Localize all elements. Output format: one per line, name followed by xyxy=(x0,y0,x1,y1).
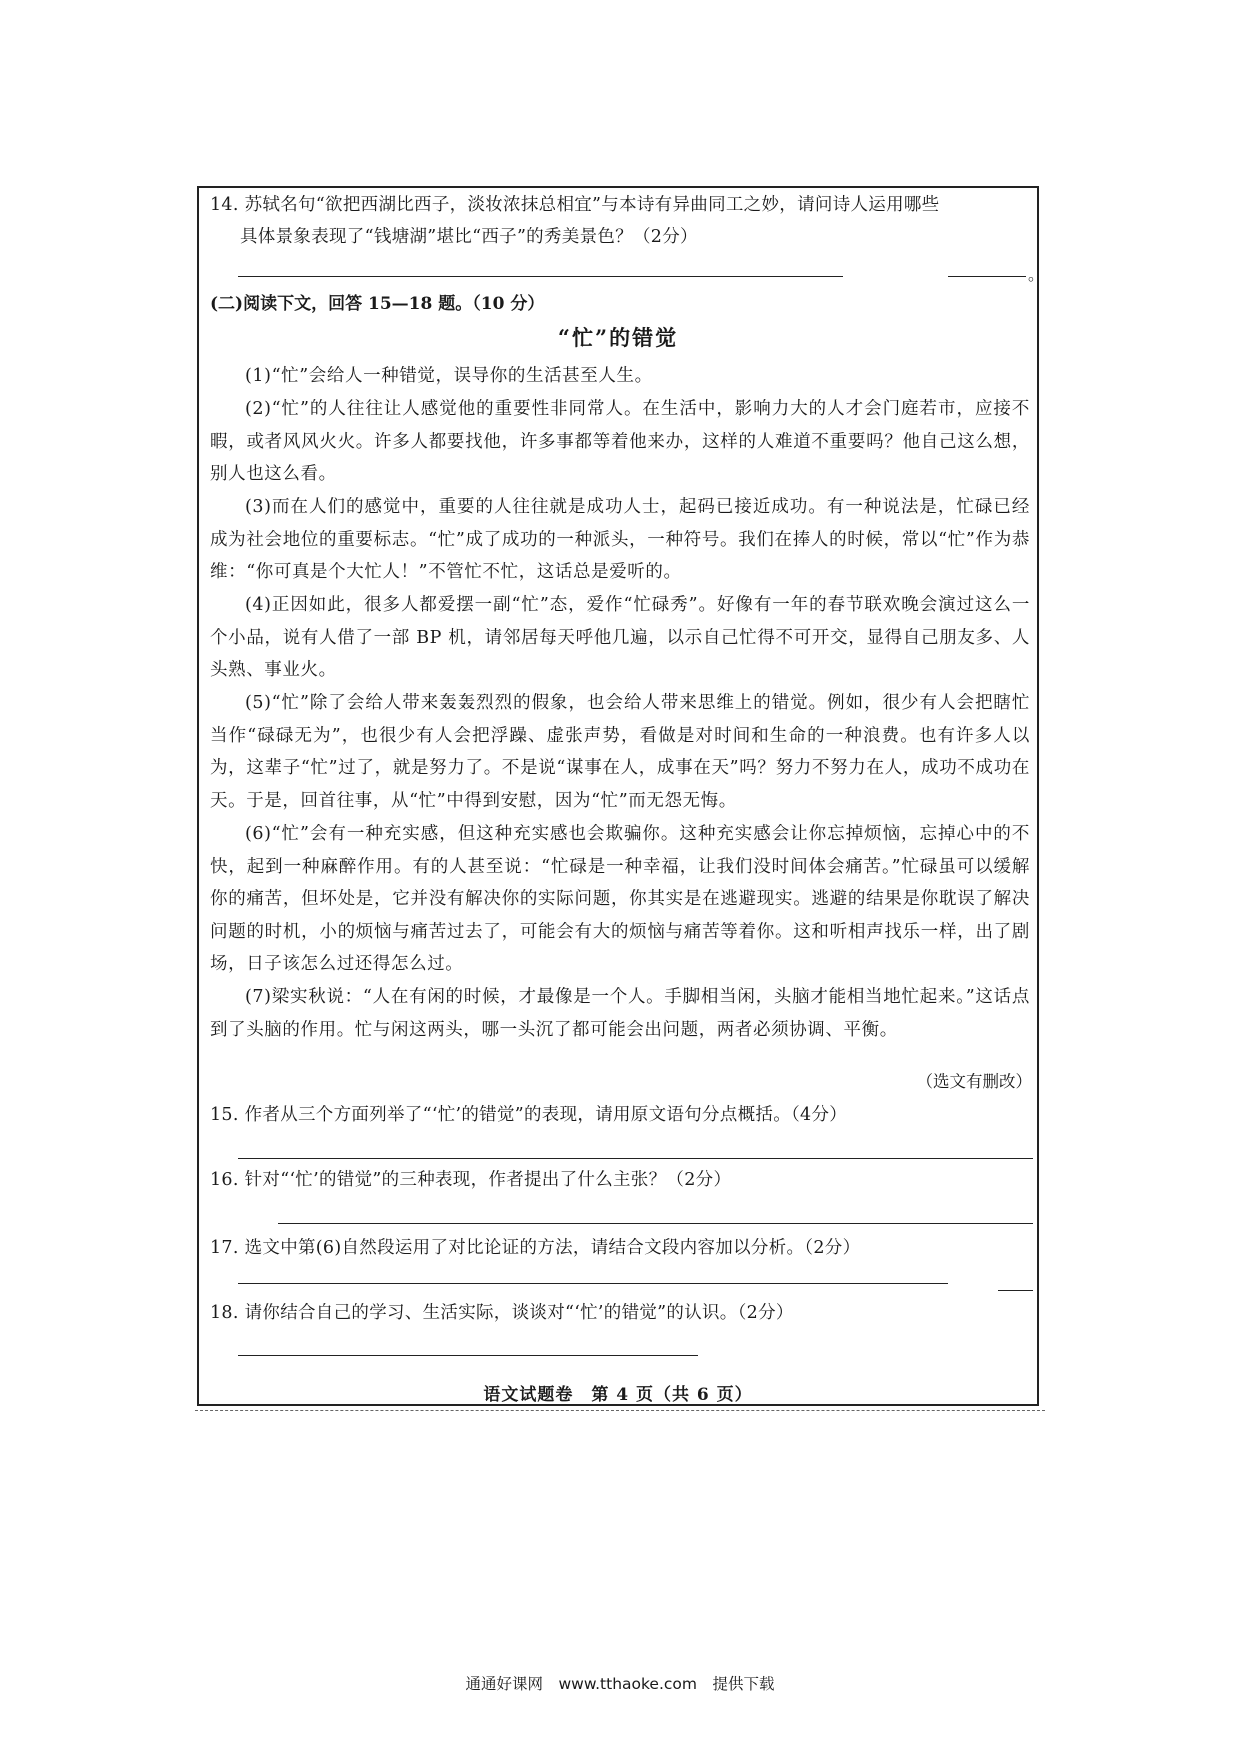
article-title: “忙”的错觉 xyxy=(557,325,679,350)
answer-end-mark: 。 xyxy=(1028,265,1045,284)
article-paragraph-4: (4)正因如此，很多人都爱摆一副“忙”态，爱作“忙碌秀”。好像有一年的春节联欢晚会演过这么一个小品，说有人借了一部 BP 机，请邻居每天呼他几遍，以示自己忙得不可开交，显得自己朋友多、人头熟、事业火。 xyxy=(210,595,1030,681)
question-14-line-2: 具体景象表现了“钱塘湖”堪比“西子”的秀美景色？（2分） xyxy=(240,227,698,247)
answer-line-17a[interactable] xyxy=(238,1283,948,1284)
question-14-line-1: 14. 苏轼名句“欲把西湖比西子，淡妆浓抹总相宜”与本诗有异曲同工之妙，请问诗人运用哪些 xyxy=(210,195,940,215)
article-paragraph-3: (3)而在人们的感觉中，重要的人往往就是成功人士，起码已接近成功。有一种说法是，忙碌已经成为社会地位的重要标志。“忙”成了成功的一种派头，一种符号。我们在捧人的时候，常以“忙”作为恭维：“你可真是个大忙人！”不管忙不忙，这话总是爱听的。 xyxy=(210,497,1030,583)
question-17: 17. 选文中第(6)自然段运用了对比论证的方法，请结合文段内容加以分析。（2分） xyxy=(210,1238,861,1258)
download-credit: 通通好课网 www.tthaoke.com 提供下载 xyxy=(465,1675,775,1693)
page-number-label: 语文试题卷 第 4 页（共 6 页） xyxy=(483,1385,753,1405)
article-paragraph-2: (2)“忙”的人往往让人感觉他的重要性非同常人。在生活中，影响力大的人才会门庭若市，应接不暇，或者风风火火。许多人都要找他，许多事都等着他来办，这样的人难道不重要吗？他自己这么想，别人也这么看。 xyxy=(210,399,1030,485)
answer-line-17b[interactable] xyxy=(998,1290,1033,1291)
source-note: （选文有删改） xyxy=(916,1072,1032,1091)
section-heading: (二)阅读下文，回答 15—18 题。（10 分） xyxy=(210,294,545,314)
article-paragraph-1: (1)“忙”会给人一种错觉，误导你的生活甚至人生。 xyxy=(245,366,653,386)
sheet-cut-line xyxy=(195,1410,1045,1411)
question-15: 15. 作者从三个方面列举了“‘忙’的错觉”的表现，请用原文语句分点概括。（4分） xyxy=(210,1105,848,1125)
article-paragraph-5: (5)“忙”除了会给人带来轰轰烈烈的假象，也会给人带来思维上的错觉。例如，很少有人会把瞎忙当作“碌碌无为”，也很少有人会把浮躁、虚张声势，看做是对时间和生命的一种浪费。也有许多人以为，这辈子“忙”过了，就是努力了。不是说“谋事在人，成事在天”吗？努力不努力在人，成功不成功在天。于是，回首往事，从“忙”中得到安慰，因为“忙”而无怨无悔。 xyxy=(210,693,1030,811)
answer-line-14a[interactable] xyxy=(238,276,843,277)
question-18: 18. 请你结合自己的学习、生活实际，谈谈对“‘忙’的错觉”的认识。（2分） xyxy=(210,1303,794,1323)
answer-line-15[interactable] xyxy=(238,1158,1033,1159)
article-paragraph-7: (7)梁实秋说：“人在有闲的时候，才最像是一个人。手脚相当闲，头脑才能相当地忙起来。”这话点到了头脑的作用。忙与闲这两头，哪一头沉了都可能会出问题，两者必须协调、平衡。 xyxy=(210,987,1030,1040)
answer-line-18[interactable] xyxy=(238,1355,698,1356)
answer-line-16[interactable] xyxy=(278,1223,1033,1224)
question-16: 16. 针对“‘忙’的错觉”的三种表现，作者提出了什么主张？（2分） xyxy=(210,1170,732,1190)
answer-line-14b[interactable] xyxy=(948,276,1026,277)
article-paragraph-6: (6)“忙”会有一种充实感，但这种充实感也会欺骗你。这种充实感会让你忘掉烦恼，忘掉心中的不快，起到一种麻醉作用。有的人甚至说：“忙碌是一种幸福，让我们没时间体会痛苦。”忙碌虽可以缓解你的痛苦，但坏处是，它并没有解决你的实际问题，你其实是在逃避现实。逃避的结果是你耽误了解决问题的时机，小的烦恼与痛苦过去了，可能会有大的烦恼与痛苦等着你。这和听相声找乐一样，出了剧场，日子该怎么过还得怎么过。 xyxy=(210,824,1030,975)
